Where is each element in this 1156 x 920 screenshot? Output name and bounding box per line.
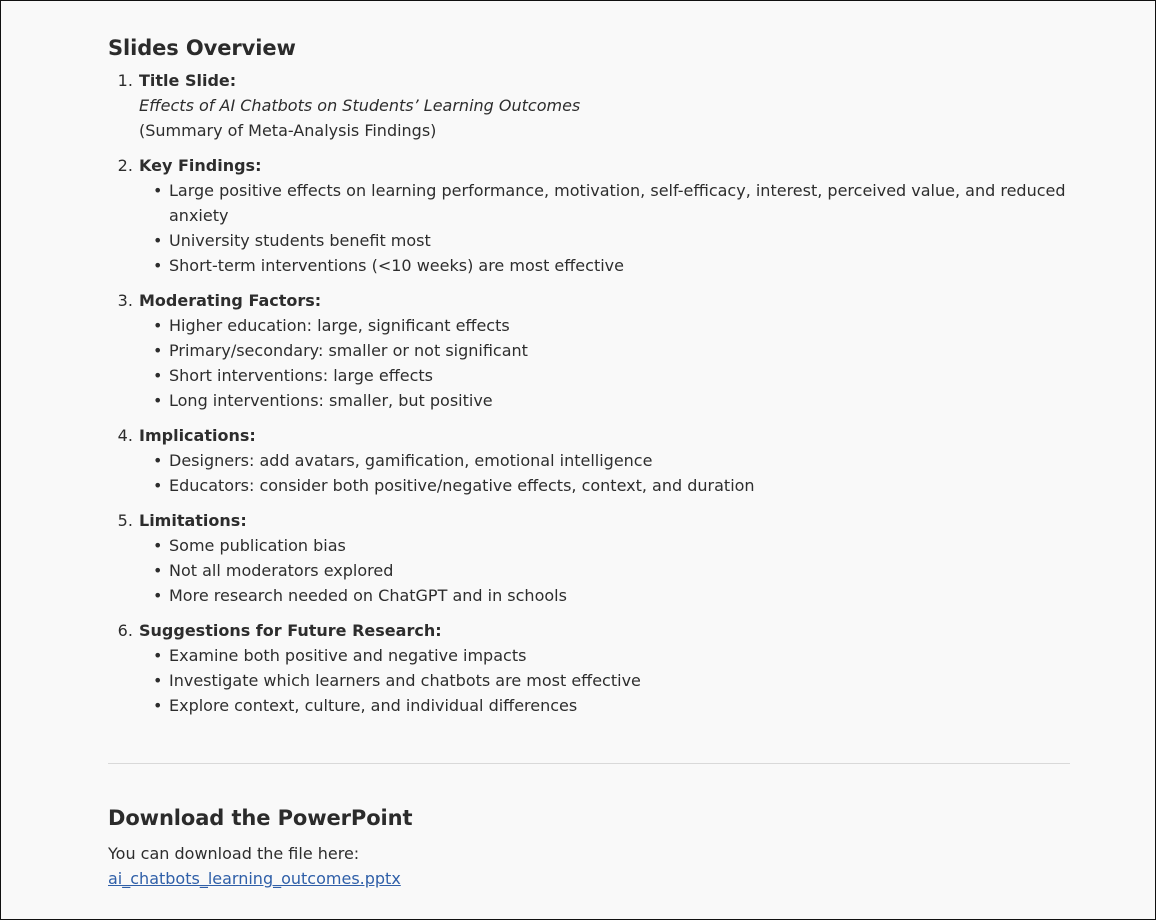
list-item: • Investigate which learners and chatbots are most effective	[169, 668, 1070, 693]
slide-item-label: Moderating Factors:	[139, 291, 322, 310]
bullet-list	[139, 533, 1070, 608]
download-intro-text: You can download the file here:	[108, 844, 360, 863]
slide-item-title	[138, 68, 1070, 143]
list-item: • Designers: add avatars, gamification, emotional intelligence	[169, 448, 1070, 473]
slides-list	[108, 68, 1070, 718]
slide-item-label: Suggestions for Future Research:	[139, 621, 442, 640]
list-item: • Explore context, culture, and individual differences	[169, 693, 1070, 718]
bullet-list	[139, 448, 1070, 498]
presentation-title: Effects of AI Chatbots on Students’ Learning Outcomes	[139, 96, 581, 115]
list-item: • Examine both positive and negative impacts	[169, 643, 1070, 668]
slide-item-label: Limitations:	[139, 511, 247, 530]
bullet-list	[139, 178, 1070, 278]
list-item: • Not all moderators explored	[169, 558, 1070, 583]
download-heading: Download the PowerPoint	[108, 806, 413, 830]
list-item: • Primary/secondary: smaller or not significant	[169, 338, 1070, 363]
list-item: • Short-term interventions (<10 weeks) are most effective	[169, 253, 1070, 278]
slide-item-moderating-factors	[138, 288, 1070, 413]
section-divider	[108, 763, 1070, 764]
list-item: • Educators: consider both positive/negative effects, context, and duration	[169, 473, 1070, 498]
list-item: • Short interventions: large effects	[169, 363, 1070, 388]
list-item: • More research needed on ChatGPT and in schools	[169, 583, 1070, 608]
list-item: • Some publication bias	[169, 533, 1070, 558]
list-item: • University students benefit most	[169, 228, 1070, 253]
presentation-subtitle: (Summary of Meta-Analysis Findings)	[139, 121, 437, 140]
list-item: • Large positive effects on learning performance, motivation, self-efficacy, interest, perceived value, and reduced anxiety	[169, 178, 1070, 228]
slides-overview-heading: Slides Overview	[108, 36, 296, 60]
list-item: • Long interventions: smaller, but positive	[169, 388, 1070, 413]
slide-item-future-research	[138, 618, 1070, 718]
download-paragraph	[108, 841, 1070, 891]
slide-item-label: Key Findings:	[139, 156, 262, 175]
slide-item-limitations	[138, 508, 1070, 608]
response-content	[108, 1, 1070, 891]
download-file-link[interactable]: ai_chatbots_learning_outcomes.pptx	[108, 869, 401, 888]
list-item: • Higher education: large, significant effects	[169, 313, 1070, 338]
slide-item-key-findings	[138, 153, 1070, 278]
slide-item-label: Title Slide:	[139, 71, 237, 90]
slide-item-implications	[138, 423, 1070, 498]
bullet-list	[139, 313, 1070, 413]
bullet-list	[139, 643, 1070, 718]
slide-item-label: Implications:	[139, 426, 256, 445]
